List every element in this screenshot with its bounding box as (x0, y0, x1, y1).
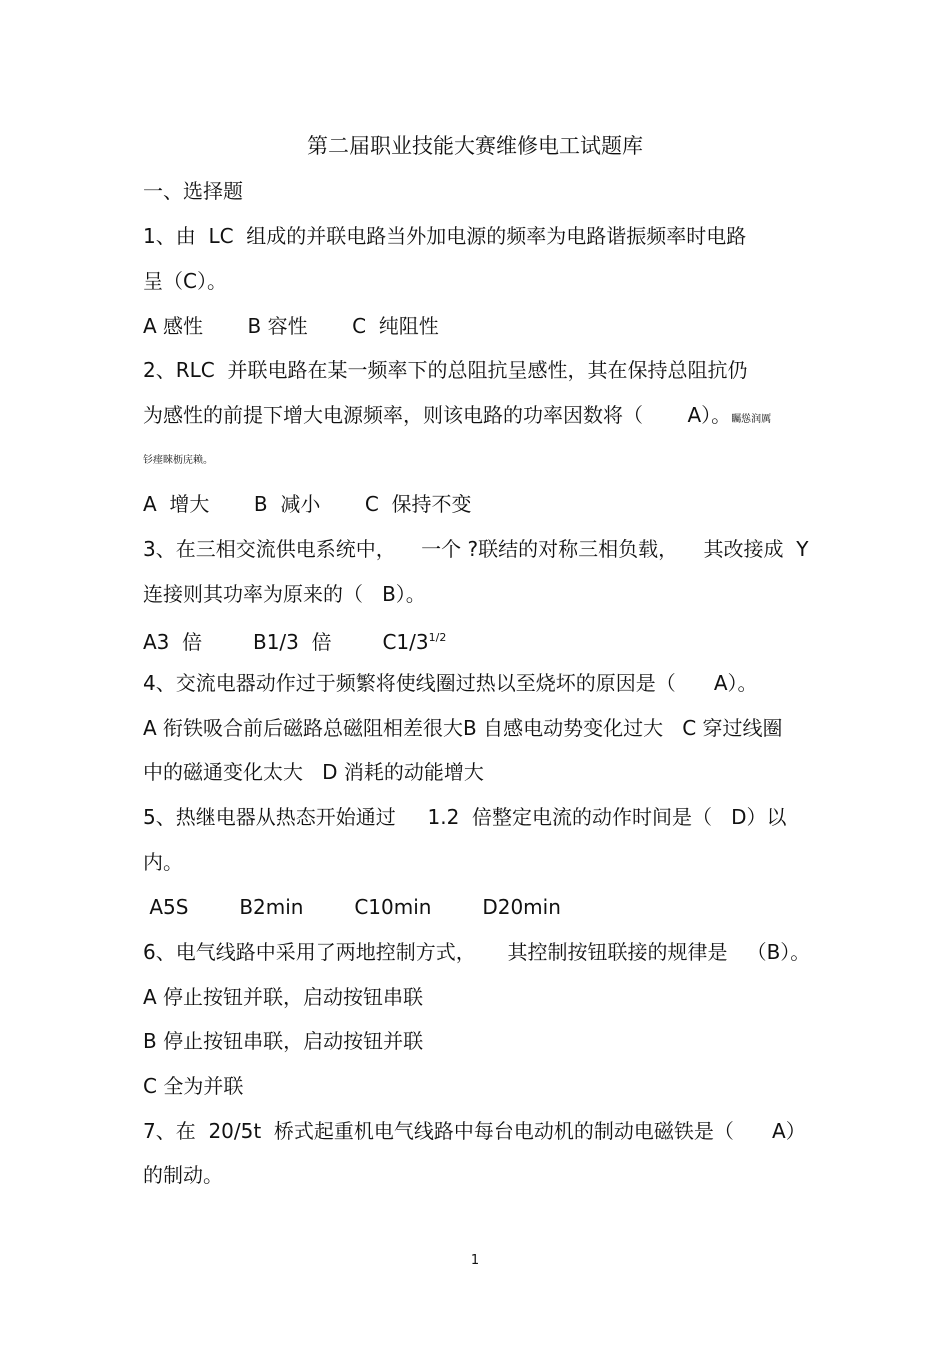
question-2-line-2-text: 为感性的前提下增大电源频率，则该电路的功率因数将（ A）。 (143, 403, 732, 427)
question-6-option-b: B 停止按钮串联，启动按钮并联 (143, 1029, 424, 1053)
question-4-line-2: A 衔铁吸合前后磁路总磁阻相差很大B 自感电动势变化过大 C 穿过线圈 (143, 716, 783, 740)
question-6-option-a: A 停止按钮并联，启动按钮串联 (143, 985, 424, 1009)
question-6-option-c: C 全为并联 (143, 1074, 244, 1098)
question-7-line-2: 的制动。 (143, 1163, 223, 1187)
question-1-line-1: 1、由 LC 组成的并联电路当外加电源的频率为电路谐振频率时电路 (143, 224, 747, 248)
question-2-line-3: 钐瘗睞枥庑赖。 (143, 455, 213, 466)
question-6-line-1: 6、电气线路中采用了两地控制方式， 其控制按钮联接的规律是 （B）。 (143, 940, 811, 964)
question-2-note: 矚慫润厲 (731, 414, 772, 425)
question-7-line-1: 7、在 20/5t 桥式起重机电气线路中每台电动机的制动电磁铁是（ A） (143, 1119, 806, 1143)
question-2-line-1: 2、RLC 并联电路在某一频率下的总阻抗呈感性，其在保持总阻抗仍 (143, 358, 748, 382)
question-3-line-1: 3、在三相交流供电系统中， 一个 ?联结的对称三相负载， 其改接成 Y (143, 537, 809, 561)
question-1-line-2: 呈（C）。 (143, 269, 227, 293)
question-5-options: A5S B2min C10min D20min (143, 895, 561, 919)
question-2-options: A 增大 B 减小 C 保持不变 (143, 492, 472, 516)
question-2-line-2 (143, 402, 771, 433)
question-4-line-1: 4、交流电器动作过于频繁将使线圈过热以至烧坏的原因是（ A）。 (143, 671, 758, 695)
question-5-line-1: 5、热继电器从热态开始通过 1.2 倍整定电流的动作时间是（ D）以 (143, 805, 787, 829)
question-5-line-2: 内。 (143, 850, 183, 874)
section-heading: 一、选择题 (143, 179, 243, 203)
question-1-options: A 感性 B 容性 C 纯阻性 (143, 314, 439, 338)
question-3-line-2: 连接则其功率为原来的（ B）。 (143, 582, 426, 606)
question-3-options-text: A3 倍 B1/3 倍 C1/3 (143, 630, 429, 654)
question-3-exponent: 1/2 (428, 631, 447, 644)
question-4-line-3: 中的磁通变化太大 D 消耗的动能增大 (143, 760, 484, 784)
question-3-options (143, 625, 446, 655)
page-number: 1 (470, 1253, 480, 1268)
page-title: 第二届职业技能大赛维修电工试题库 (307, 134, 643, 158)
